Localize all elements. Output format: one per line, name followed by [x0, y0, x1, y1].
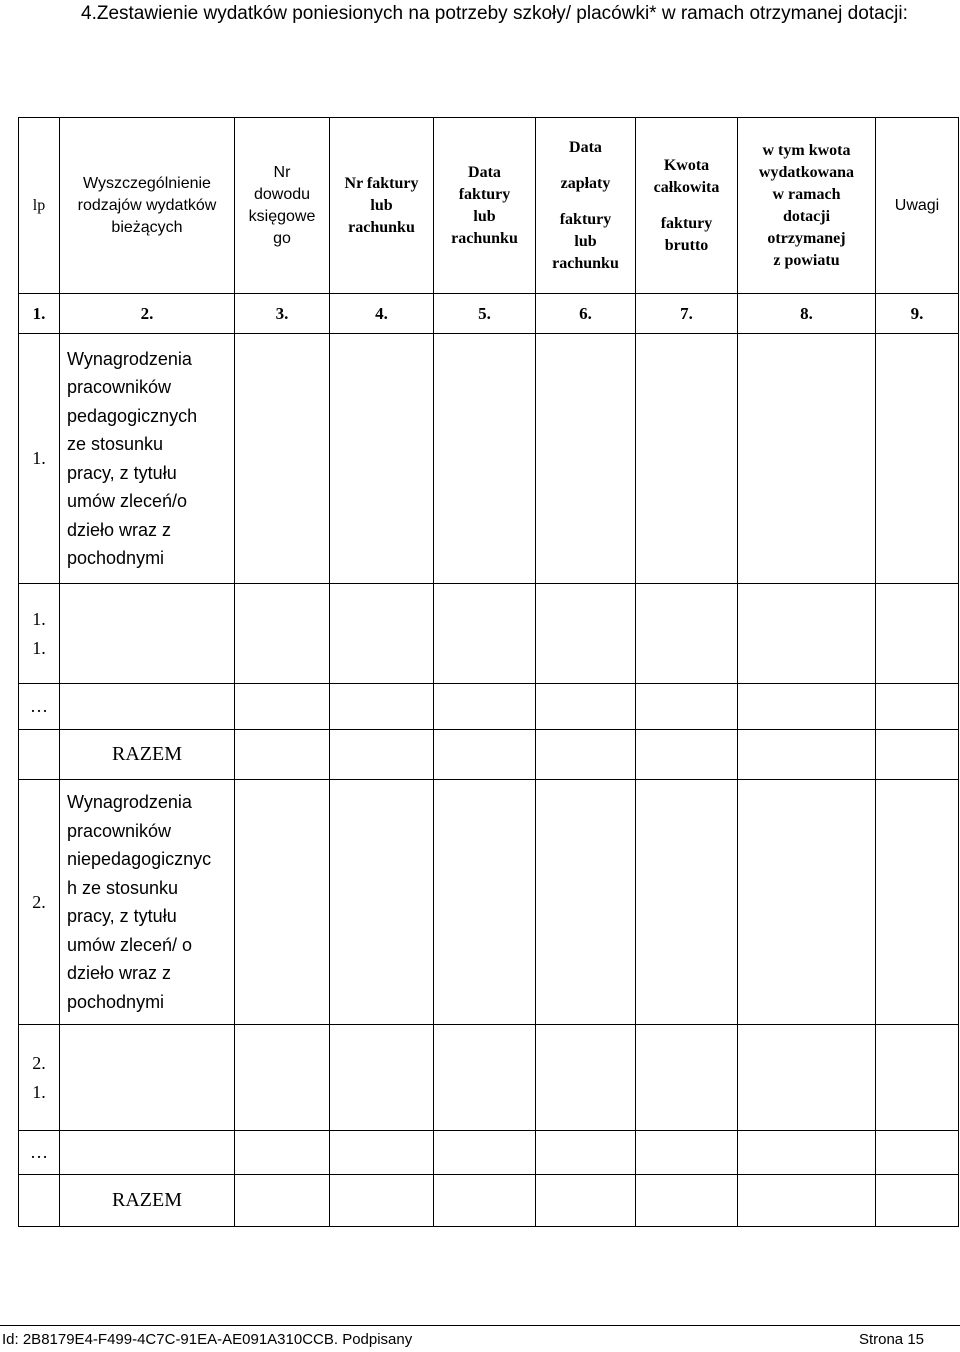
row-lp — [19, 1175, 60, 1227]
row-lp: 2. — [19, 780, 60, 1025]
table-cell[interactable] — [330, 684, 434, 730]
table-cell[interactable] — [330, 1175, 434, 1227]
table-cell[interactable] — [434, 1025, 536, 1131]
table-cell[interactable] — [536, 1175, 636, 1227]
row-lp: … — [19, 684, 60, 730]
table-row-total — [19, 1175, 959, 1227]
table-row — [19, 584, 959, 684]
column-number: 9. — [876, 294, 959, 334]
table-cell[interactable] — [738, 730, 876, 780]
row-lp: … — [19, 1131, 60, 1175]
header-row — [19, 118, 959, 294]
column-number: 3. — [235, 294, 330, 334]
table-row — [19, 1025, 959, 1131]
header-payment-date: Data zapłaty faktury lub rachunku — [536, 118, 636, 294]
table-cell[interactable] — [434, 780, 536, 1025]
table-cell[interactable] — [636, 334, 738, 584]
table-cell[interactable] — [876, 684, 959, 730]
table-cell[interactable] — [738, 780, 876, 1025]
column-number: 2. — [60, 294, 235, 334]
row-lp: 1. 1. — [19, 584, 60, 684]
table-cell[interactable] — [636, 584, 738, 684]
table-cell[interactable] — [235, 730, 330, 780]
column-number: 1. — [19, 294, 60, 334]
table-cell[interactable] — [738, 584, 876, 684]
row-lp — [19, 730, 60, 780]
column-number-row — [19, 294, 959, 334]
table-cell[interactable] — [434, 334, 536, 584]
table-cell[interactable] — [536, 584, 636, 684]
section-title: 4.Zestawienie wydatków poniesionych na potrzeby szkoły/ placówki* w ramach otrzymanej dotacji: — [81, 3, 908, 24]
column-number: 7. — [636, 294, 738, 334]
table-cell[interactable] — [235, 684, 330, 730]
table-cell[interactable] — [536, 780, 636, 1025]
table-row — [19, 334, 959, 584]
row-description: Wynagrodzenia pracowników niepedagogicznyc h ze stosunku pracy, z tytułu umów zleceń/ o dzieło wraz z pochodnymi — [60, 780, 235, 1025]
table-cell[interactable] — [636, 780, 738, 1025]
header-invoice-date: Data faktury lub rachunku — [434, 118, 536, 294]
table-cell[interactable] — [330, 1025, 434, 1131]
table-cell[interactable] — [235, 1175, 330, 1227]
row-lp: 2. 1. — [19, 1025, 60, 1131]
table-cell[interactable] — [738, 1175, 876, 1227]
page-number: Strona 15 — [858, 1331, 924, 1348]
table-cell[interactable] — [876, 730, 959, 780]
table-cell[interactable] — [330, 584, 434, 684]
table-cell[interactable] — [60, 684, 235, 730]
header-total-amount: Kwota całkowita faktury brutto — [636, 118, 738, 294]
table-cell[interactable] — [536, 684, 636, 730]
column-number: 8. — [738, 294, 876, 334]
header-ledger-number: Nr dowodu księgowe go — [235, 118, 330, 294]
table-cell[interactable] — [536, 334, 636, 584]
table-cell[interactable] — [235, 1025, 330, 1131]
row-description: Wynagrodzenia pracowników pedagogicznych ze stosunku pracy, z tytułu umów zleceń/o dzieło wraz z pochodnymi — [60, 334, 235, 584]
table-cell[interactable] — [876, 1025, 959, 1131]
header-invoice-number: Nr faktury lub rachunku — [330, 118, 434, 294]
table-cell[interactable] — [434, 684, 536, 730]
table-cell[interactable] — [330, 334, 434, 584]
table-cell[interactable] — [738, 1025, 876, 1131]
table-cell[interactable] — [536, 730, 636, 780]
table-cell[interactable] — [876, 780, 959, 1025]
table-row — [19, 684, 959, 730]
table-cell[interactable] — [738, 334, 876, 584]
table-cell[interactable] — [60, 1131, 235, 1175]
table-row-total — [19, 730, 959, 780]
table-cell[interactable] — [235, 1131, 330, 1175]
table-cell[interactable] — [434, 1175, 536, 1227]
header-notes: Uwagi — [876, 118, 959, 294]
table-cell[interactable] — [235, 584, 330, 684]
table-cell[interactable] — [434, 1131, 536, 1175]
header-subsidy-amount: w tym kwota wydatkowana w ramach dotacji otrzymanej z powiatu — [738, 118, 876, 294]
table-cell[interactable] — [434, 730, 536, 780]
table-cell[interactable] — [876, 1131, 959, 1175]
table-cell[interactable] — [235, 334, 330, 584]
table-cell[interactable] — [536, 1025, 636, 1131]
table-cell[interactable] — [60, 584, 235, 684]
table-cell[interactable] — [738, 684, 876, 730]
expenses-table — [18, 117, 959, 1227]
table-cell[interactable] — [330, 1131, 434, 1175]
header-description: Wyszczególnienie rodzajów wydatków bieżących — [60, 118, 235, 294]
total-label: RAZEM — [60, 1175, 235, 1227]
table-cell[interactable] — [636, 730, 738, 780]
total-label: RAZEM — [60, 730, 235, 780]
table-cell[interactable] — [876, 334, 959, 584]
table-cell[interactable] — [235, 780, 330, 1025]
table-cell[interactable] — [636, 1131, 738, 1175]
column-number: 6. — [536, 294, 636, 334]
document-id: Id: 2B8179E4-F499-4C7C-91EA-AE091A310CCB. Podpisany — [2, 1331, 413, 1348]
table-cell[interactable] — [636, 1025, 738, 1131]
table-cell[interactable] — [330, 780, 434, 1025]
row-lp: 1. — [19, 334, 60, 584]
table-cell[interactable] — [536, 1131, 636, 1175]
table-cell[interactable] — [330, 730, 434, 780]
table-row — [19, 780, 959, 1025]
header-lp: lp — [19, 118, 60, 294]
page-footer — [0, 1325, 960, 1351]
table-cell[interactable] — [876, 584, 959, 684]
table-row — [19, 1131, 959, 1175]
column-number: 4. — [330, 294, 434, 334]
table-cell[interactable] — [434, 584, 536, 684]
table-cell[interactable] — [60, 1025, 235, 1131]
table-cell[interactable] — [636, 1175, 738, 1227]
table-cell[interactable] — [876, 1175, 959, 1227]
table-cell[interactable] — [738, 1131, 876, 1175]
table-cell[interactable] — [636, 684, 738, 730]
column-number: 5. — [434, 294, 536, 334]
